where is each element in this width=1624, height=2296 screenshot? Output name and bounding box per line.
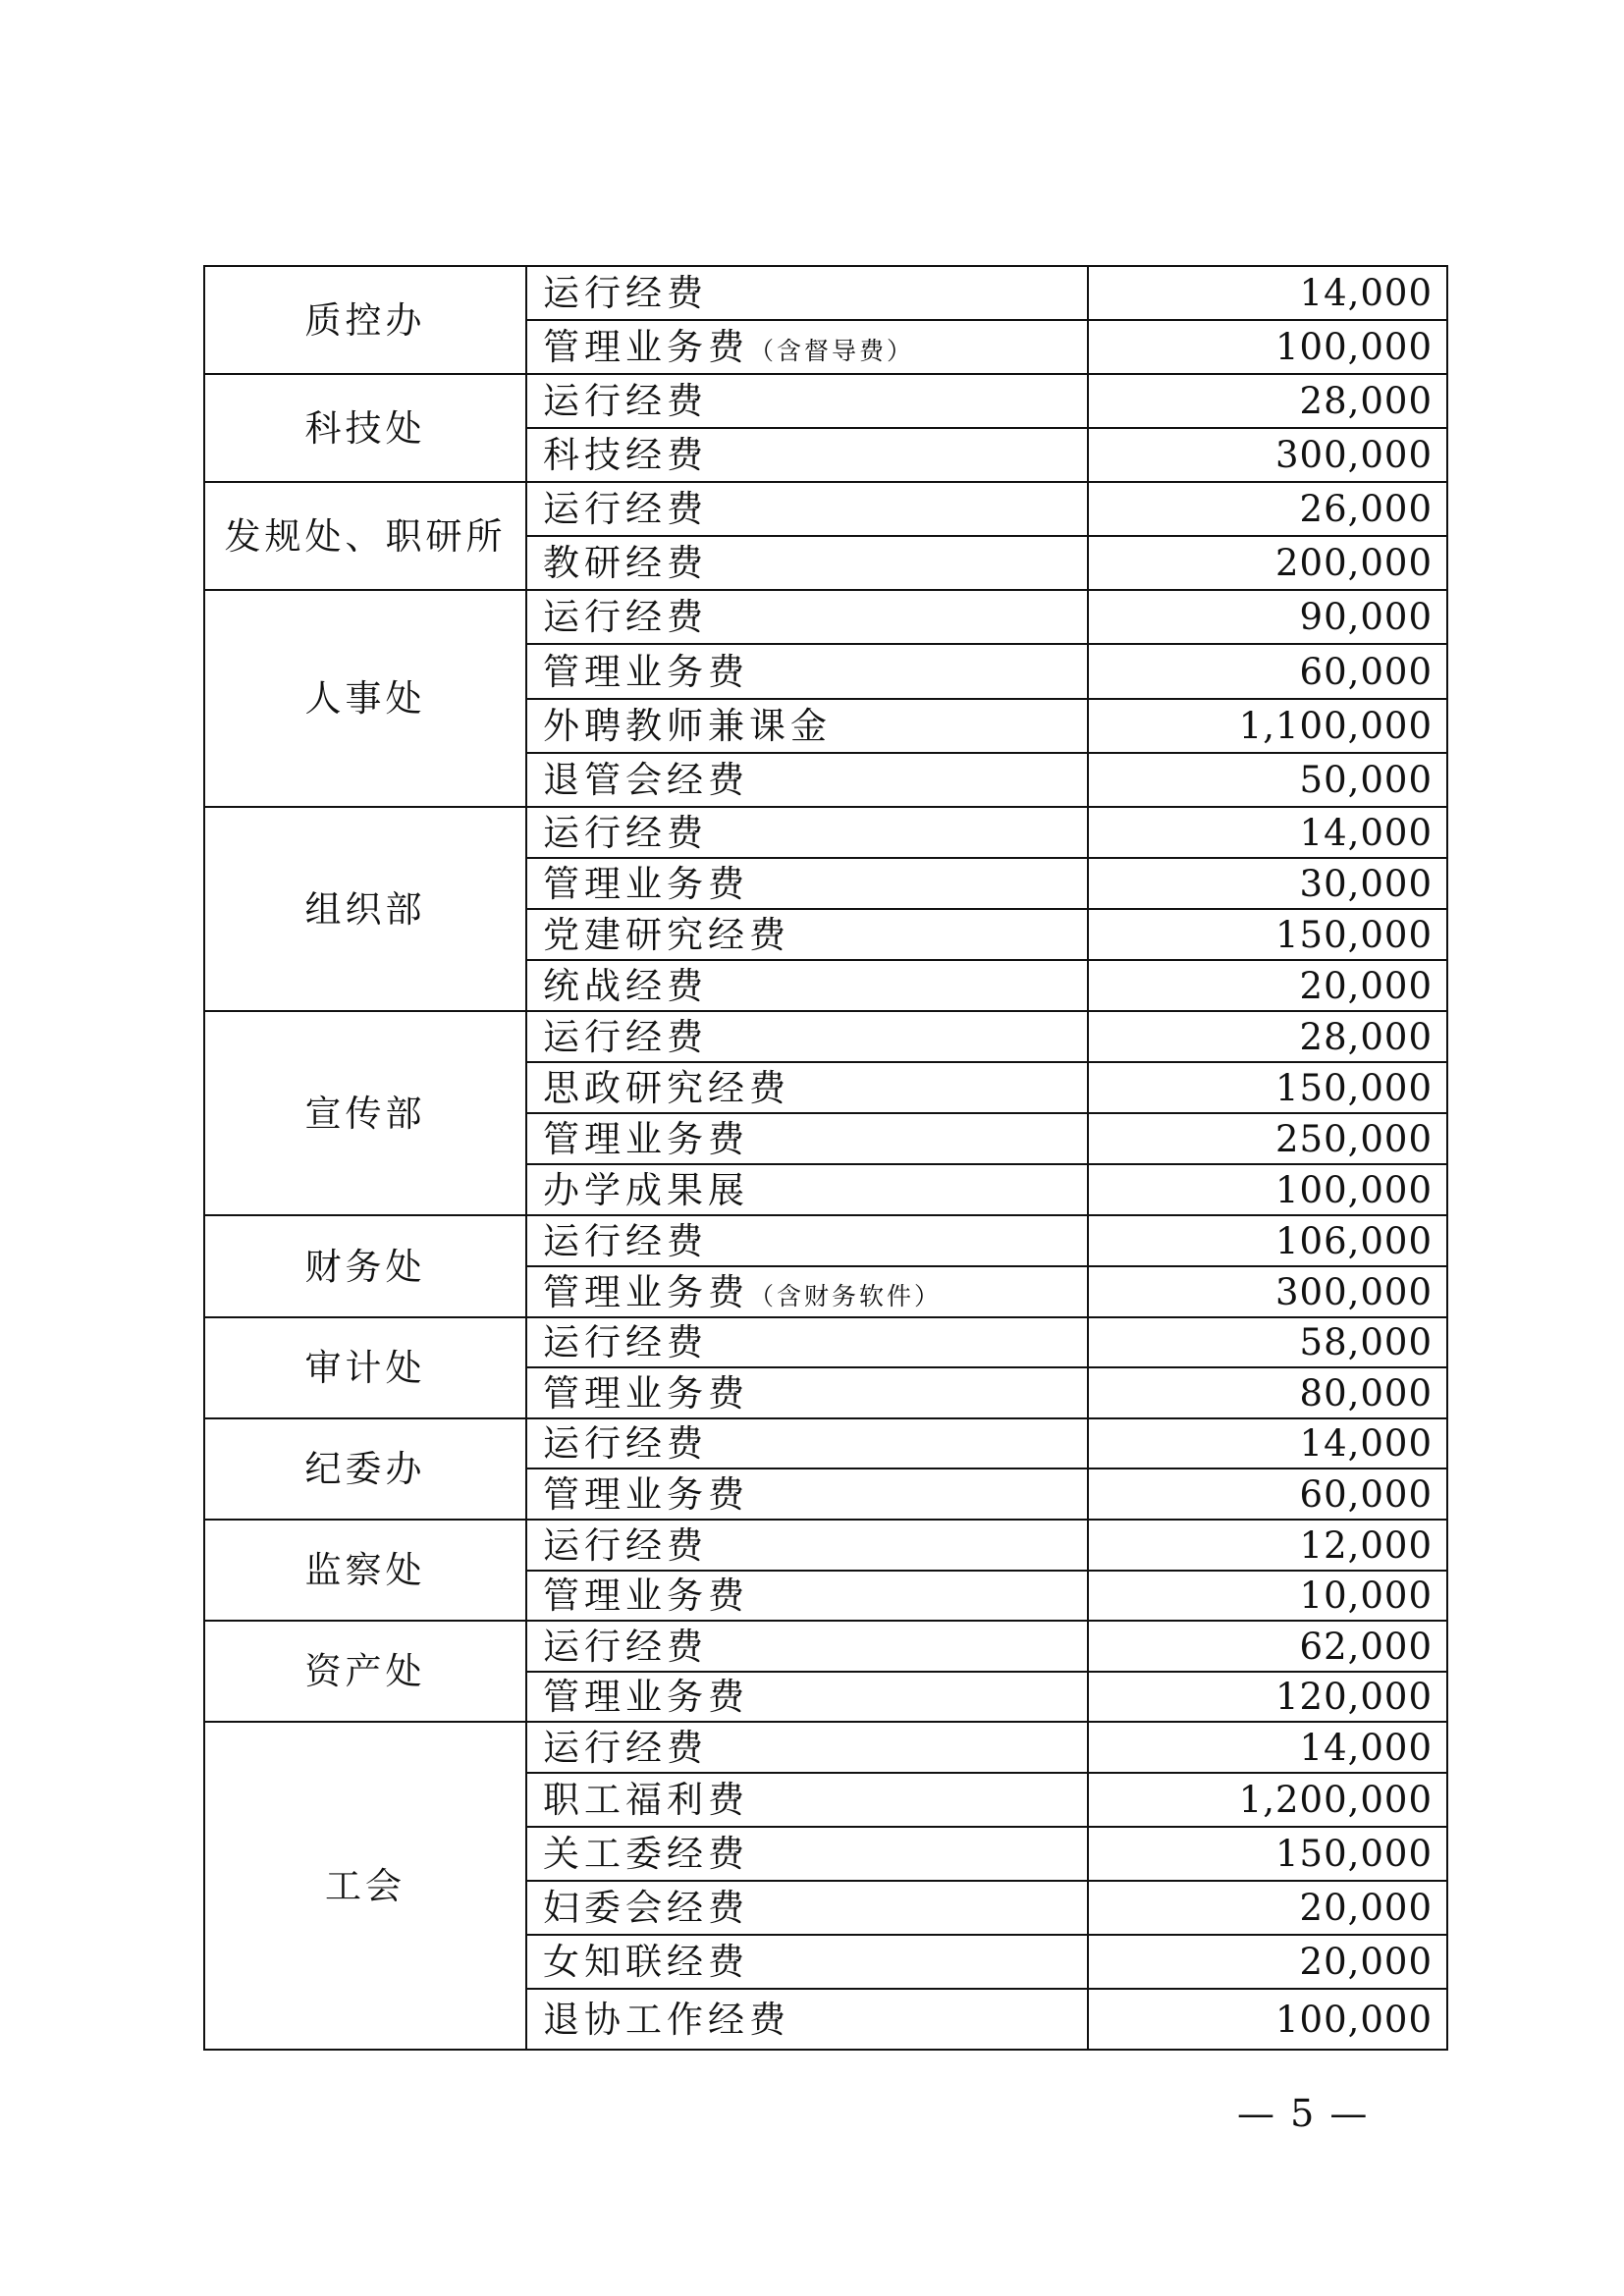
amount-cell: 26,000: [1088, 482, 1447, 536]
item-name-cell: [526, 536, 1088, 590]
item-name: 管理业务费: [543, 650, 749, 693]
amount-cell: 150,000: [1088, 909, 1447, 960]
item-name: 退管会经费: [543, 759, 749, 801]
item-name-cell: [526, 1935, 1088, 1989]
item-name: 管理业务费: [543, 1472, 749, 1516]
item-name: 科技经费: [543, 434, 708, 476]
department-cell: 人事处: [204, 590, 526, 807]
amount-cell: 60,000: [1088, 1468, 1447, 1520]
amount-cell: 10,000: [1088, 1571, 1447, 1621]
item-name: 运行经费: [543, 272, 708, 314]
table-row: [204, 266, 1447, 320]
amount-cell: 250,000: [1088, 1113, 1447, 1164]
item-name-cell: [526, 482, 1088, 536]
item-name-cell: [526, 1215, 1088, 1266]
amount-cell: 28,000: [1088, 374, 1447, 428]
item-name-cell: [526, 644, 1088, 699]
amount-cell: 300,000: [1088, 428, 1447, 482]
item-name-cell: [526, 1827, 1088, 1881]
item-name-cell: [526, 1520, 1088, 1571]
budget-table: [203, 265, 1448, 2051]
amount-cell: 60,000: [1088, 644, 1447, 699]
department-cell: 资产处: [204, 1621, 526, 1722]
item-name: 教研经费: [543, 542, 708, 584]
amount-cell: 106,000: [1088, 1215, 1447, 1266]
item-name-cell: [526, 590, 1088, 644]
department-cell: 组织部: [204, 807, 526, 1011]
item-name-cell: [526, 1672, 1088, 1722]
item-name-cell: [526, 1011, 1088, 1062]
amount-cell: 20,000: [1088, 1935, 1447, 1989]
department-cell: 发规处、职研所: [204, 482, 526, 590]
table-row: [204, 1520, 1447, 1571]
amount-cell: 14,000: [1088, 807, 1447, 858]
amount-cell: 20,000: [1088, 960, 1447, 1011]
item-name: 管理业务费: [543, 1117, 749, 1160]
amount-cell: 150,000: [1088, 1827, 1447, 1881]
item-name: 思政研究经费: [543, 1066, 790, 1109]
table-row: [204, 1418, 1447, 1468]
item-name: 运行经费: [543, 1219, 708, 1262]
amount-cell: 12,000: [1088, 1520, 1447, 1571]
table-row: [204, 590, 1447, 644]
amount-cell: 300,000: [1088, 1266, 1447, 1317]
item-name: 运行经费: [543, 1422, 708, 1465]
table-row: [204, 1215, 1447, 1266]
amount-cell: 90,000: [1088, 590, 1447, 644]
item-name-cell: [526, 1164, 1088, 1215]
amount-cell: 1,200,000: [1088, 1773, 1447, 1827]
item-name-cell: [526, 960, 1088, 1011]
amount-cell: 200,000: [1088, 536, 1447, 590]
amount-cell: 14,000: [1088, 1722, 1447, 1773]
item-name: 运行经费: [543, 1625, 708, 1668]
item-name-cell: [526, 1367, 1088, 1418]
item-name-cell: [526, 266, 1088, 320]
table-row: [204, 1621, 1447, 1672]
item-name: 统战经费: [543, 964, 708, 1007]
item-name-cell: [526, 1266, 1088, 1317]
item-name-cell: [526, 1773, 1088, 1827]
table-row: [204, 482, 1447, 536]
department-cell: 宣传部: [204, 1011, 526, 1215]
item-name-cell: [526, 1418, 1088, 1468]
amount-cell: 100,000: [1088, 320, 1447, 374]
item-name: 运行经费: [543, 1321, 708, 1363]
department-cell: 质控办: [204, 266, 526, 374]
department-cell: 科技处: [204, 374, 526, 482]
item-name-cell: [526, 753, 1088, 807]
item-name: 妇委会经费: [543, 1887, 749, 1929]
item-name-cell: [526, 1989, 1088, 2050]
item-name: 职工福利费: [543, 1779, 749, 1821]
item-name-cell: [526, 1113, 1088, 1164]
item-name: 外聘教师兼课金: [543, 705, 832, 747]
item-name: 退协工作经费: [543, 1998, 790, 2041]
department-cell: 纪委办: [204, 1418, 526, 1520]
table-row: [204, 807, 1447, 858]
item-name-cell: [526, 858, 1088, 909]
item-note: （含财务软件）: [749, 1281, 943, 1310]
item-name-cell: [526, 1317, 1088, 1367]
amount-cell: 62,000: [1088, 1621, 1447, 1672]
item-note: （含督导费）: [749, 337, 915, 365]
item-name: 运行经费: [543, 596, 708, 638]
amount-cell: 50,000: [1088, 753, 1447, 807]
item-name: 运行经费: [543, 811, 708, 854]
item-name: 运行经费: [543, 380, 708, 422]
item-name: 管理业务费: [543, 1371, 749, 1415]
item-name-cell: [526, 374, 1088, 428]
amount-cell: 14,000: [1088, 1418, 1447, 1468]
amount-cell: 100,000: [1088, 1164, 1447, 1215]
item-name-cell: [526, 807, 1088, 858]
item-name-cell: [526, 1571, 1088, 1621]
item-name: 运行经费: [543, 1726, 708, 1769]
item-name: 管理业务费: [543, 326, 749, 368]
item-name-cell: [526, 699, 1088, 753]
item-name: 管理业务费: [543, 862, 749, 905]
item-name: 运行经费: [543, 1523, 708, 1567]
amount-cell: 80,000: [1088, 1367, 1447, 1418]
item-name-cell: [526, 1468, 1088, 1520]
item-name-cell: [526, 320, 1088, 374]
department-cell: 工会: [204, 1722, 526, 2050]
amount-cell: 28,000: [1088, 1011, 1447, 1062]
department-cell: 财务处: [204, 1215, 526, 1317]
department-cell: 审计处: [204, 1317, 526, 1418]
page-number: — 5 —: [1237, 2092, 1370, 2135]
item-name: 办学成果展: [543, 1168, 749, 1211]
item-name: 运行经费: [543, 488, 708, 530]
item-name: 运行经费: [543, 1015, 708, 1058]
item-name-cell: [526, 428, 1088, 482]
department-cell: 监察处: [204, 1520, 526, 1621]
budget-table-body: [204, 266, 1447, 2050]
item-name: 女知联经费: [543, 1941, 749, 1983]
amount-cell: 100,000: [1088, 1989, 1447, 2050]
item-name-cell: [526, 909, 1088, 960]
table-row: [204, 1722, 1447, 1773]
table-row: [204, 1317, 1447, 1367]
item-name: 管理业务费: [543, 1270, 749, 1313]
item-name-cell: [526, 1881, 1088, 1935]
amount-cell: 30,000: [1088, 858, 1447, 909]
table-row: [204, 1011, 1447, 1062]
amount-cell: 120,000: [1088, 1672, 1447, 1722]
item-name: 管理业务费: [543, 1676, 749, 1718]
item-name-cell: [526, 1722, 1088, 1773]
item-name-cell: [526, 1621, 1088, 1672]
amount-cell: 58,000: [1088, 1317, 1447, 1367]
item-name: 关工委经费: [543, 1833, 749, 1875]
amount-cell: 150,000: [1088, 1062, 1447, 1113]
amount-cell: 20,000: [1088, 1881, 1447, 1935]
item-name: 管理业务费: [543, 1575, 749, 1617]
item-name: 党建研究经费: [543, 913, 790, 956]
amount-cell: 1,100,000: [1088, 699, 1447, 753]
item-name-cell: [526, 1062, 1088, 1113]
table-row: [204, 374, 1447, 428]
amount-cell: 14,000: [1088, 266, 1447, 320]
